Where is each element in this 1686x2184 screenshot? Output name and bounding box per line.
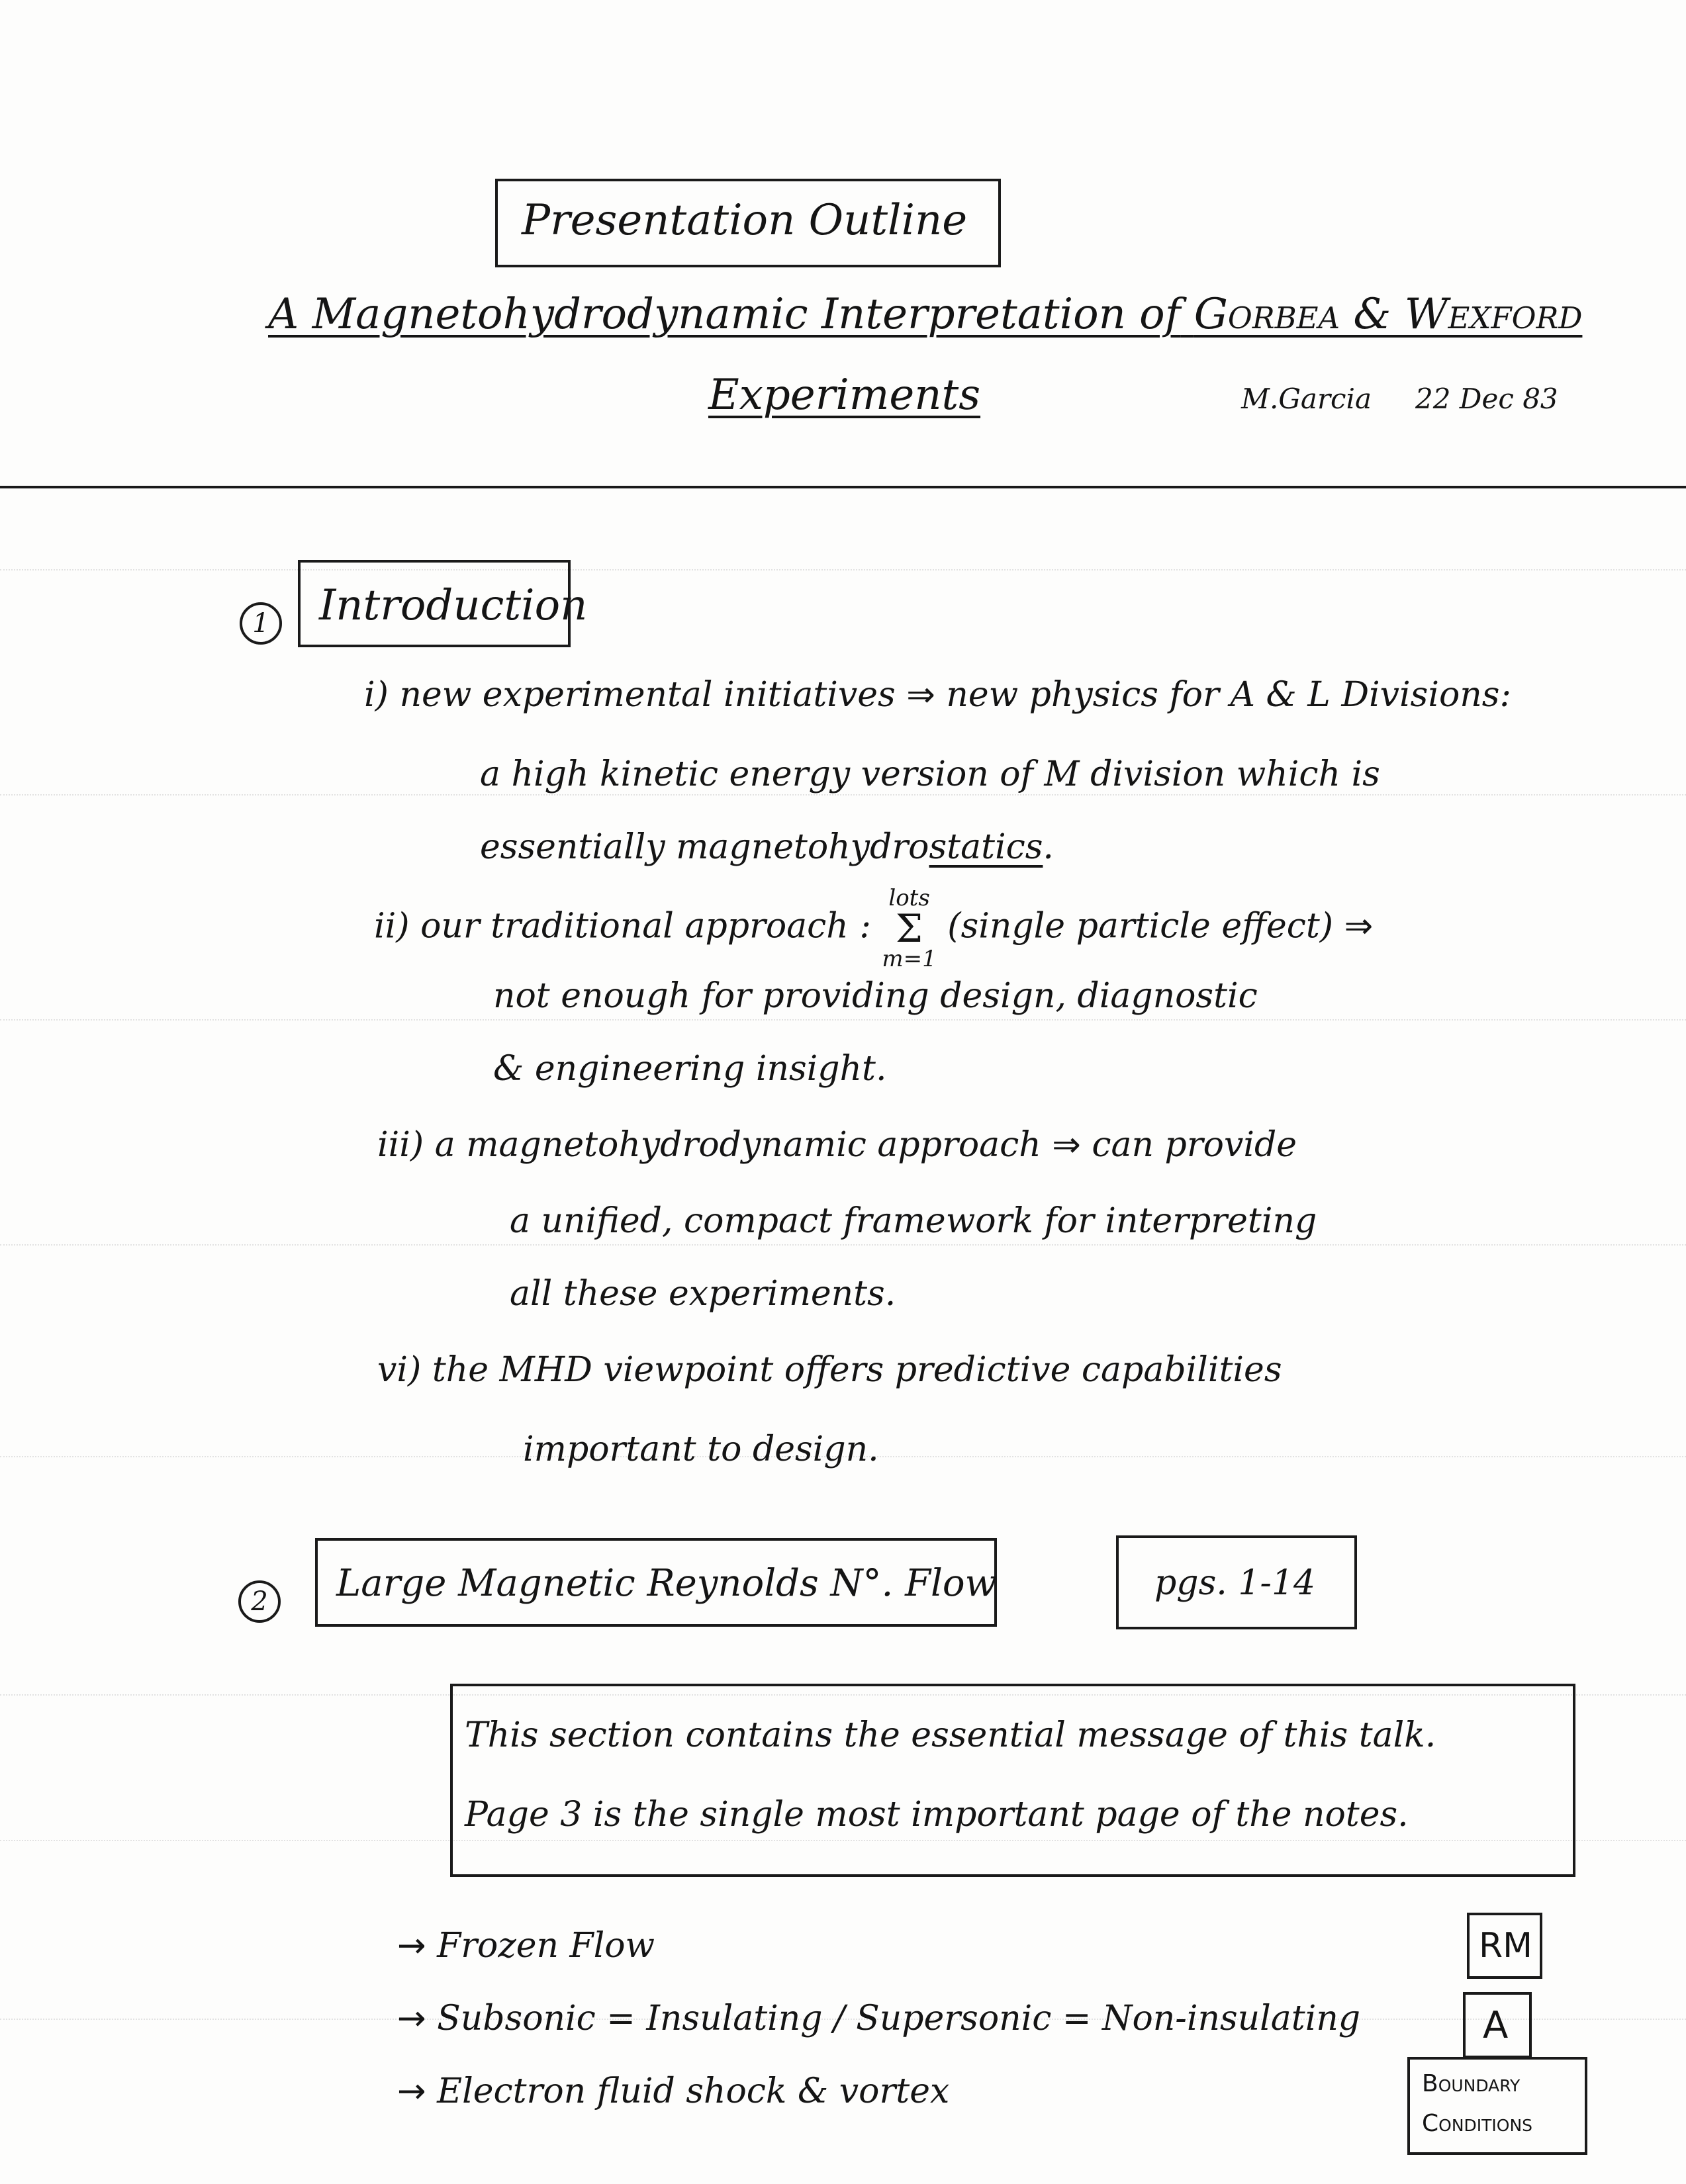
sum-upper-limit: lots bbox=[888, 885, 930, 911]
item-marker: ii) bbox=[374, 906, 410, 946]
tag-rm-box bbox=[1467, 1913, 1542, 1979]
key-message-line2: Page 3 is the single most important page of the notes. bbox=[465, 1795, 1409, 1835]
arrow-right-icon: → bbox=[397, 2071, 426, 2111]
date: 22 Dec 83 bbox=[1415, 383, 1558, 415]
key-message-line1: This section contains the essential message of this talk. bbox=[465, 1715, 1436, 1755]
notebook-rule bbox=[0, 1244, 1686, 1246]
tag-a-box bbox=[1463, 1992, 1532, 2058]
item-text: a magnetohydrodynamic approach bbox=[434, 1125, 1041, 1165]
notebook-rule bbox=[0, 1019, 1686, 1021]
item-text: the MHD viewpoint offers predictive capabilities bbox=[432, 1350, 1282, 1390]
subtitle-line1 bbox=[268, 290, 1582, 339]
item-vi-line2: important to design. bbox=[523, 1430, 879, 1469]
section-number: 1 bbox=[240, 602, 282, 645]
boundary-conditions-line1: Boundary bbox=[1422, 2070, 1521, 2097]
item-ii-line1 bbox=[374, 887, 1373, 970]
item-ii-line3: & engineering insight. bbox=[493, 1049, 887, 1089]
bullet-text: Subsonic = Insulating / Supersonic = Non-insulating bbox=[437, 1999, 1361, 2038]
implies-arrow-icon: ⇒ bbox=[1344, 906, 1374, 946]
item-marker: i) bbox=[364, 675, 389, 715]
item-vi-line1 bbox=[377, 1350, 1282, 1390]
item-text: (single particle effect) bbox=[947, 906, 1334, 946]
bullet-item bbox=[397, 1999, 1360, 2038]
item-text: essentially magnetohydro bbox=[480, 827, 929, 867]
page-range-box bbox=[1116, 1535, 1357, 1629]
subtitle-line2: Experiments bbox=[708, 371, 981, 420]
author: M.Garcia bbox=[1241, 383, 1372, 415]
arrow-right-icon: → bbox=[397, 1999, 426, 2038]
item-text: our traditional approach : bbox=[420, 906, 871, 946]
item-text: can provide bbox=[1092, 1125, 1297, 1165]
section-heading: Introduction bbox=[319, 581, 588, 630]
arrow-right-icon: → bbox=[397, 1926, 426, 1966]
sigma-icon: Σ bbox=[896, 906, 923, 951]
item-iii-line3: all these experiments. bbox=[510, 1274, 896, 1314]
underlined-word: statics bbox=[929, 827, 1043, 867]
item-text: new physics for A & L Divisions: bbox=[946, 675, 1511, 715]
item-text: new experimental initiatives bbox=[399, 675, 896, 715]
section-heading: Large Magnetic Reynolds N°. Flow bbox=[336, 1562, 997, 1605]
boundary-conditions-line2: Conditions bbox=[1422, 2110, 1533, 2137]
page-range: pgs. 1-14 bbox=[1154, 1563, 1316, 1603]
page-title: Presentation Outline bbox=[522, 196, 968, 245]
tag-rm: RM bbox=[1479, 1926, 1532, 1966]
item-i-line1 bbox=[364, 675, 1511, 715]
summation bbox=[882, 887, 936, 970]
item-i-line2: a high kinetic energy version of M division which is bbox=[480, 754, 1380, 794]
item-i-line3 bbox=[480, 827, 1054, 867]
item-text: . bbox=[1043, 827, 1054, 867]
bullet-text: Frozen Flow bbox=[437, 1926, 655, 1966]
section-heading-box bbox=[298, 560, 588, 647]
implies-arrow-icon: ⇒ bbox=[906, 675, 935, 715]
section-heading-box bbox=[315, 1538, 997, 1627]
item-marker: iii) bbox=[377, 1125, 424, 1165]
header-divider bbox=[0, 486, 1686, 488]
notebook-rule bbox=[0, 794, 1686, 796]
section-number: 2 bbox=[238, 1580, 281, 1623]
item-iii-line2: a unified, compact framework for interpreting bbox=[510, 1201, 1317, 1241]
subtitle-text: A Magnetohydrodynamic Interpretation of bbox=[268, 290, 1181, 339]
bullet-item bbox=[397, 1926, 655, 1966]
item-marker: vi) bbox=[377, 1350, 422, 1390]
item-ii-line2: not enough for providing design, diagnostic bbox=[493, 976, 1258, 1016]
bullet-item bbox=[397, 2071, 949, 2111]
subtitle-names: Gorbea & Wexford bbox=[1194, 290, 1583, 339]
implies-arrow-icon: ⇒ bbox=[1052, 1125, 1081, 1165]
title-box bbox=[495, 179, 1001, 267]
sum-lower-limit: m=1 bbox=[882, 946, 937, 972]
boundary-conditions-box bbox=[1407, 2057, 1587, 2155]
notebook-rule bbox=[0, 569, 1686, 570]
key-message-box bbox=[450, 1684, 1575, 1877]
tag-a: A bbox=[1483, 2004, 1509, 2047]
bullet-text: Electron fluid shock & vortex bbox=[437, 2071, 950, 2111]
item-iii-line1 bbox=[377, 1125, 1297, 1165]
